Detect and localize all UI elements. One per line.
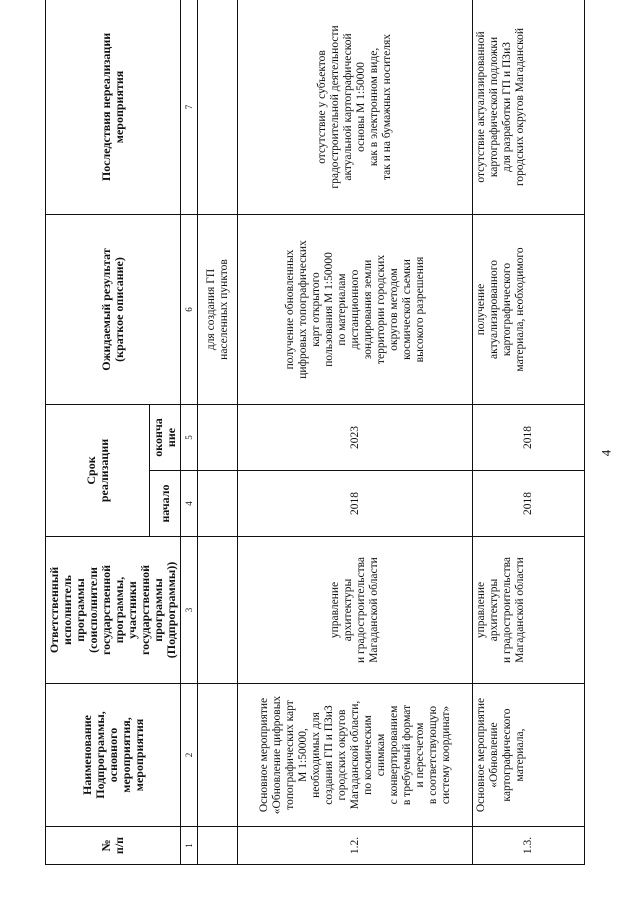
row-end: [198, 404, 238, 470]
header-consequence: Последствия нереализации мероприятия: [46, 0, 181, 214]
column-number: 7: [181, 0, 198, 214]
row-name: Основное мероприятие «Обновление картографического материала,: [473, 684, 585, 827]
header-executor: Ответственный исполнитель программы (соисполнители государственной программы, участники государственной программы (Подпрограммы)): [46, 537, 181, 684]
header-name: Наименование Подпрограммы, основного мероприятия, мероприятия: [46, 684, 181, 827]
table-row: [198, 0, 238, 865]
row-start: [198, 471, 238, 537]
row-result: получение актуализированного картографического материала, необходимого: [473, 214, 585, 404]
row-num: 1.2.: [238, 827, 473, 865]
row-end: 2018: [473, 404, 585, 470]
header-end: оконча ние: [150, 404, 181, 470]
row-end: 2023: [238, 404, 473, 470]
page-number: 4: [598, 449, 614, 457]
row-executor: [198, 537, 238, 684]
row-consequence: [198, 0, 238, 214]
activities-table: [45, 0, 585, 865]
row-start: 2018: [238, 471, 473, 537]
column-number: 6: [181, 214, 198, 404]
row-num: 1.3.: [473, 827, 585, 865]
rotated-table-wrapper: [45, 0, 585, 865]
table-row: [238, 0, 473, 865]
row-start: 2018: [473, 471, 585, 537]
row-consequence: отсутствие актуализированной картографической подложки для разработки ГП и ПЗиЗ городских округов Магаданской: [473, 0, 585, 214]
row-result: получение обновленных цифровых топографических карт открытого пользования М 1:50000 по материалам дистанционного зондирования земли территории городских округов методом космической съемки высокого разрешения: [238, 214, 473, 404]
row-executor: управление архитектуры и градостроительства Магаданской области: [238, 537, 473, 684]
column-number: 2: [181, 684, 198, 827]
row-num: [198, 827, 238, 865]
row-consequence: отсутствие у субъектов градостроительной деятельности актуальной картографической основы М 1:50000 как в электронном виде, так и на бумажных носителях: [238, 0, 473, 214]
header-result: Ожидаемый результат (краткое описание): [46, 214, 181, 404]
column-number: 4: [181, 471, 198, 537]
row-executor: управление архитектуры и градостроительства Магаданской области: [473, 537, 585, 684]
header-start: начало: [150, 471, 181, 537]
row-name: [198, 684, 238, 827]
table-row: [473, 0, 585, 865]
column-number: 1: [181, 827, 198, 865]
row-name: Основное мероприятие «Обновление цифровых топографических карт М 1:50000, необходимых для создания ГП и ПЗиЗ городских округов Магаданской области, по космическим снимкам с конвертированием в требуемый формат и пересчетом в соответствующую систему координат»: [238, 684, 473, 827]
column-number: 5: [181, 404, 198, 470]
row-result: для создания ГП населенных пунктов: [198, 214, 238, 404]
column-number: 3: [181, 537, 198, 684]
column-number-row: [181, 0, 198, 865]
header-num: № п/п: [46, 827, 181, 865]
header-period: Срок реализации: [46, 404, 150, 536]
